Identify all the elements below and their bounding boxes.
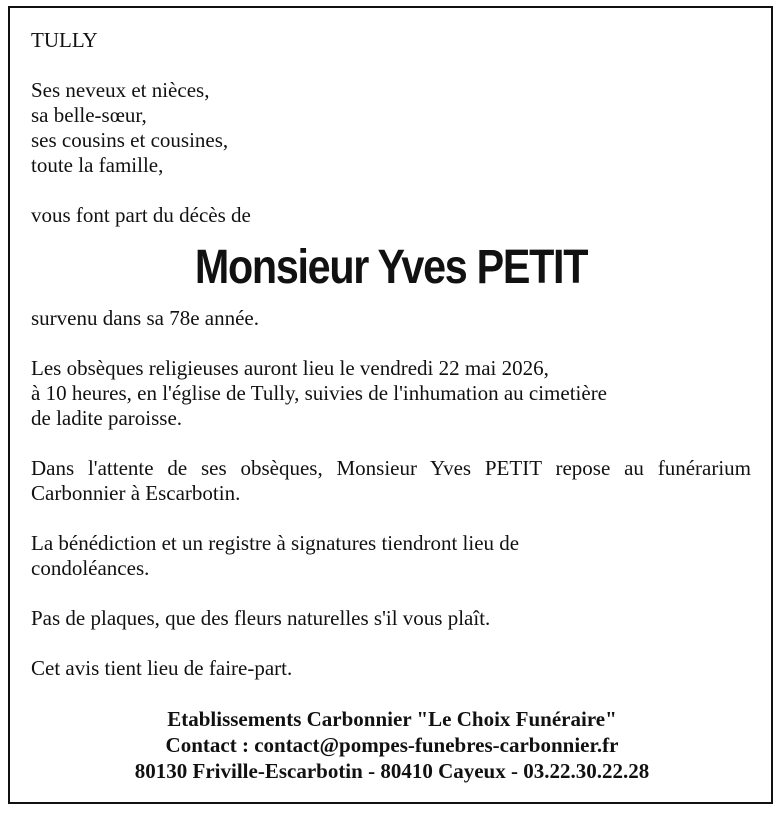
family-line: Ses neveux et nièces,	[31, 78, 210, 102]
family-line: ses cousins et cousines,	[31, 128, 229, 152]
funeral-line: à 10 heures, en l'église de Tully, suivies de l'inhumation au cimetière	[31, 381, 608, 405]
family-list	[31, 78, 751, 178]
spacer	[31, 331, 751, 356]
blessing-line: La bénédiction et un registre à signatures tiendront lieu de	[31, 531, 520, 555]
flowers-text: Pas de plaques, que des fleurs naturelles s'il vous plaît.	[31, 606, 491, 630]
funeral-line: Les obsèques religieuses auront lieu le vendredi 22 mai 2026,	[31, 356, 549, 380]
spacer	[31, 431, 751, 456]
spacer	[31, 53, 751, 78]
funeral-line: de ladite paroisse.	[31, 406, 183, 430]
spacer	[31, 631, 751, 656]
age-text: survenu dans sa 78e année.	[31, 306, 260, 330]
company-name: Etablissements Carbonnier "Le Choix Funéraire"	[167, 707, 617, 731]
contact-line: Contact : contact@pompes-funebres-carbonnier.fr	[165, 733, 619, 757]
funeral-details	[31, 356, 751, 431]
obituary-notice	[31, 28, 751, 681]
address-line: 80130 Friville-Escarbotin - 80410 Cayeux - 03.22.30.22.28	[134, 759, 650, 783]
announcement-text: vous font part du décès de	[31, 203, 251, 227]
spacer	[31, 506, 751, 531]
blessing-line: condoléances.	[31, 556, 150, 580]
family-line: toute la famille,	[31, 153, 164, 177]
spacer	[31, 581, 751, 606]
family-line: sa belle-sœur,	[31, 103, 147, 127]
funeral-home-footer	[20, 706, 764, 784]
place-name: TULLY	[31, 28, 98, 52]
spacer	[31, 178, 751, 203]
closing-text: Cet avis tient lieu de faire-part.	[31, 656, 293, 680]
resting-place-text: Dans l'attente de ses obsèques, Monsieur Yves PETIT repose au funérarium Carbonnier à Escarbotin.	[31, 456, 751, 505]
blessing-text	[31, 531, 751, 581]
deceased-name: Monsieur Yves PETIT	[194, 241, 588, 294]
